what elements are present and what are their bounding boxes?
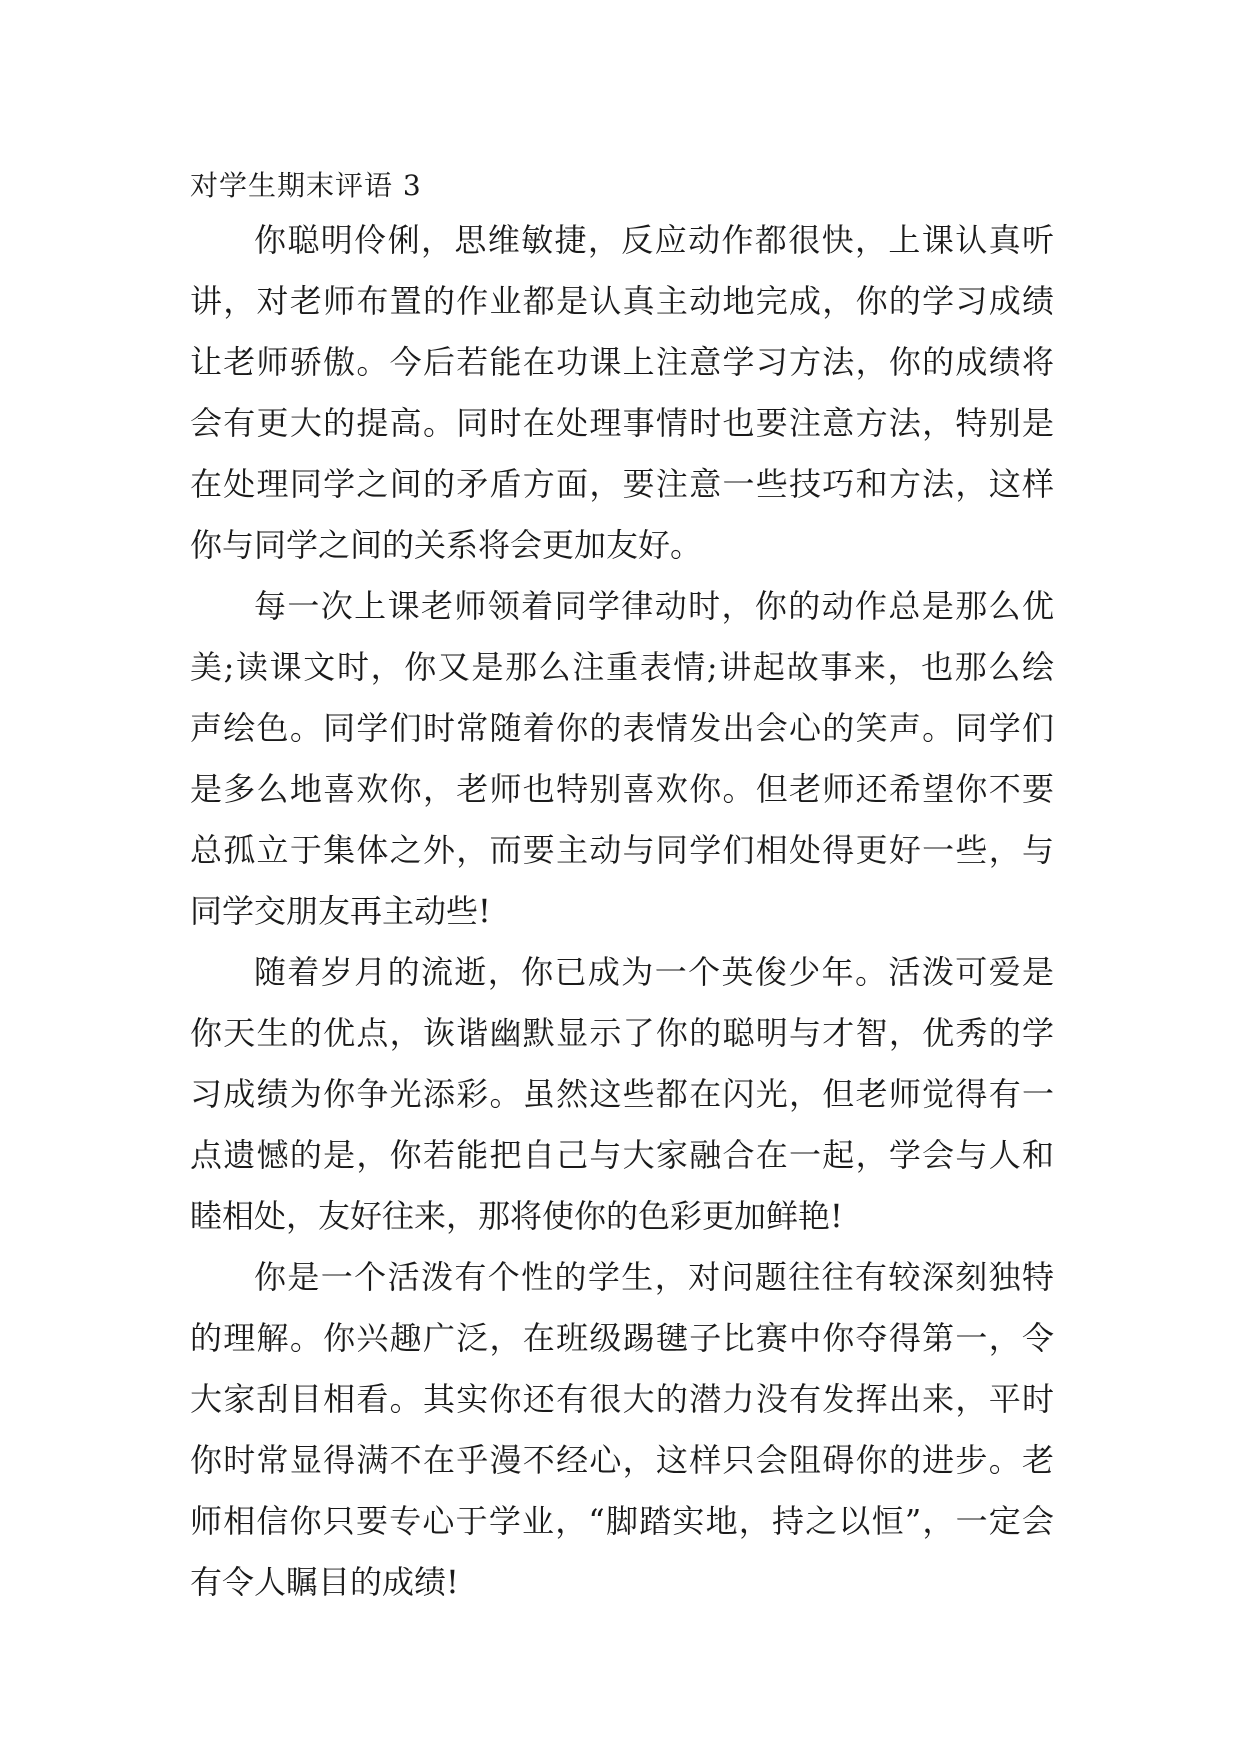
paragraph-line: 师相信你只要专心于学业，“脚踏实地，持之以恒”，一定会: [190, 1502, 1054, 1540]
paragraph-line: 同学交朋友再主动些!: [190, 892, 491, 930]
paragraph-line: 声绘色。同学们时常随着你的表情发出会心的笑声。同学们: [190, 709, 1054, 747]
paragraph-line: 有令人瞩目的成绩!: [190, 1563, 459, 1601]
paragraph-line: 会有更大的提高。同时在处理事情时也要注意方法，特别是: [190, 404, 1054, 442]
paragraph-line: 你时常显得满不在乎漫不经心，这样只会阻碍你的进步。老: [190, 1441, 1054, 1479]
document-body: [190, 168, 1054, 1623]
paragraph-line: 随着岁月的流逝，你已成为一个英俊少年。活泼可爱是: [254, 953, 1054, 991]
paragraph-line: 你聪明伶俐，思维敏捷，反应动作都很快，上课认真听: [254, 221, 1054, 259]
paragraph-line: 让老师骄傲。今后若能在功课上注意学习方法，你的成绩将: [190, 343, 1054, 381]
paragraph-line: 你天生的优点，诙谐幽默显示了你的聪明与才智，优秀的学: [190, 1014, 1054, 1052]
paragraph: [190, 952, 1054, 1257]
paragraph-line: 习成绩为你争光添彩。虽然这些都在闪光，但老师觉得有一: [190, 1075, 1054, 1113]
paragraph-line: 你是一个活泼有个性的学生，对问题往往有较深刻独特: [254, 1258, 1054, 1296]
paragraph-line: 每一次上课老师领着同学律动时，你的动作总是那么优: [254, 587, 1054, 625]
paragraph-line: 讲，对老师布置的作业都是认真主动地完成，你的学习成绩: [190, 282, 1054, 320]
paragraph-line: 点遗憾的是，你若能把自己与大家融合在一起，学会与人和: [190, 1136, 1054, 1174]
paragraph-line: 是多么地喜欢你，老师也特别喜欢你。但老师还希望你不要: [190, 770, 1054, 808]
paragraph-line: 大家刮目相看。其实你还有很大的潜力没有发挥出来，平时: [190, 1380, 1054, 1418]
paragraph-line: 的理解。你兴趣广泛，在班级踢毽子比赛中你夺得第一，令: [190, 1319, 1054, 1357]
paragraph-line: 美;读课文时，你又是那么注重表情;讲起故事来，也那么绘: [190, 648, 1054, 686]
paragraph-line: 睦相处，友好往来，那将使你的色彩更加鲜艳!: [190, 1197, 843, 1235]
paragraph-line: 你与同学之间的关系将会更加友好。: [190, 526, 703, 564]
paragraph: [190, 1257, 1054, 1623]
paragraph-line: 总孤立于集体之外，而要主动与同学们相处得更好一些，与: [190, 831, 1054, 869]
paragraph-line: 在处理同学之间的矛盾方面，要注意一些技巧和方法，这样: [190, 465, 1054, 503]
paragraph: [190, 220, 1054, 586]
paragraph: [190, 586, 1054, 952]
document-title: 对学生期末评语 3: [190, 169, 422, 202]
